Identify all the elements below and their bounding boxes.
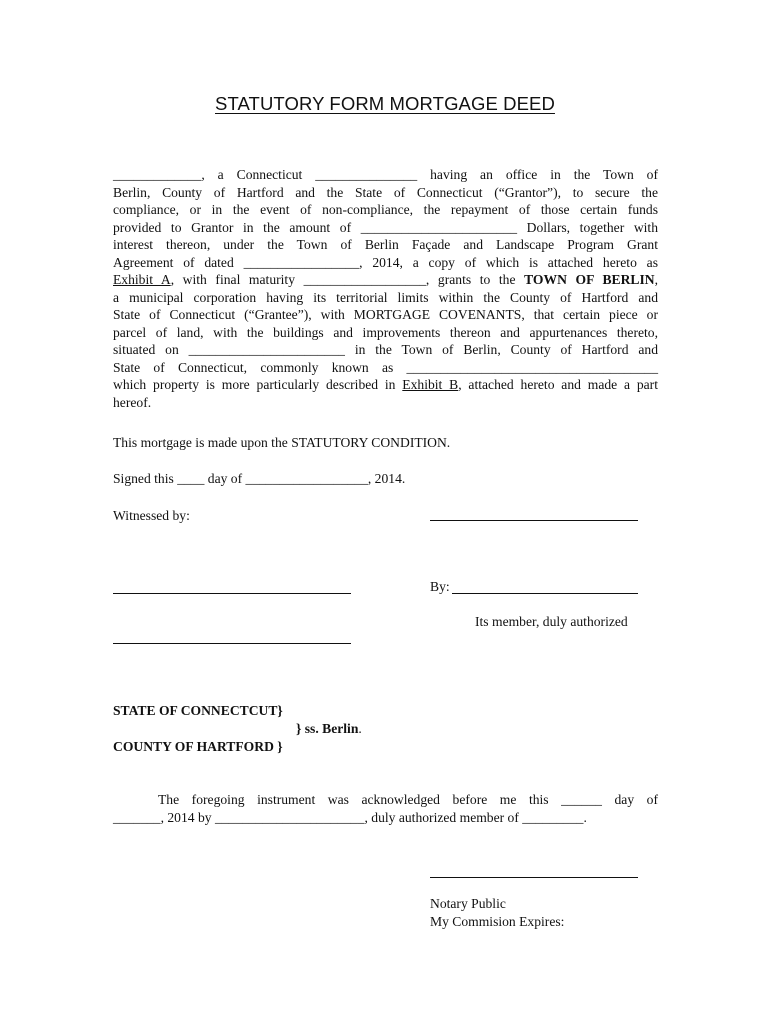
paragraph-line: Agreement of dated _________________, 2014, a copy of which is attached hereto as [113,254,658,270]
paragraph-line [113,376,658,394]
exhibit-b-reference: Exhibit B [402,377,459,392]
notary-public-label: Notary Public [430,896,506,911]
paragraph-text: which property is more particularly described in [113,377,403,392]
paragraph-line: _____________, a Connecticut _______________ having an office in the Town of [113,167,658,182]
by-label: By: [430,579,450,594]
commission-expires-label: My Commision Expires: [430,914,565,929]
witness-signature-line-1 [113,593,351,594]
signed-date-line: Signed this ____ day of __________________, 2014. [113,471,406,486]
paragraph-text: , attached hereto and made a part [458,377,658,392]
member-authorized-caption: Its member, duly authorized [475,614,628,629]
witnessed-by-label: Witnessed by: [113,508,190,523]
paragraph-line: State of Connecticut (“Grantee”), with MORTGAGE COVENANTS, that certain piece or [113,307,658,322]
grantor-signature-line [430,520,638,521]
paragraph-line: situated on _______________________ in the Town of Berlin, County of Hartford and [113,342,658,357]
paragraph-line: provided to Grantor in the amount of _______________________ Dollars, together with [113,219,658,235]
document-title: STATUTORY FORM MORTGAGE DEED [215,93,555,114]
paragraph-line: a municipal corporation having its territorial limits within the County of Hartford and [113,289,658,305]
by-signature-line [452,593,638,594]
paragraph-line: compliance, or in the event of non-compliance, the repayment of those certain funds [113,202,658,217]
venue-period: . [358,721,362,736]
acknowledgment-line-1: The foregoing instrument was acknowledged before me this ______ day of [158,792,658,807]
paragraph-line: State of Connecticut, commonly known as _____________________________________ [113,359,658,375]
venue-line [296,720,362,738]
county-heading: COUNTY OF HARTFORD } [113,739,283,754]
condition-statement: This mortgage is made upon the STATUTORY CONDITION. [113,435,451,450]
paragraph-line: Berlin, County of Hartford and the State of Connecticut (“Grantor”), to secure the [113,184,658,200]
grant-paragraph [113,166,658,411]
paragraph-line: hereof. [113,394,152,410]
acknowledgment-line-2: _______, 2014 by ______________________, duly authorized member of _________. [113,810,587,825]
paragraph-text: , [654,272,658,287]
paragraph-line: interest thereon, under the Town of Berlin Façade and Landscape Program Grant [113,237,658,252]
paragraph-line: parcel of land, with the buildings and improvements thereon and appurtenances thereto, [113,324,658,340]
notary-signature-line [430,877,638,878]
venue-text: } ss. Berlin [296,721,359,736]
exhibit-a-reference: Exhibit A [113,272,171,287]
witness-signature-line-2 [113,643,351,644]
paragraph-line [113,271,658,289]
state-heading: STATE OF CONNECTCUT} [113,703,283,718]
grantee-name: TOWN OF BERLIN [524,272,655,287]
paragraph-text: , with final maturity __________________, grants to the [170,272,525,287]
